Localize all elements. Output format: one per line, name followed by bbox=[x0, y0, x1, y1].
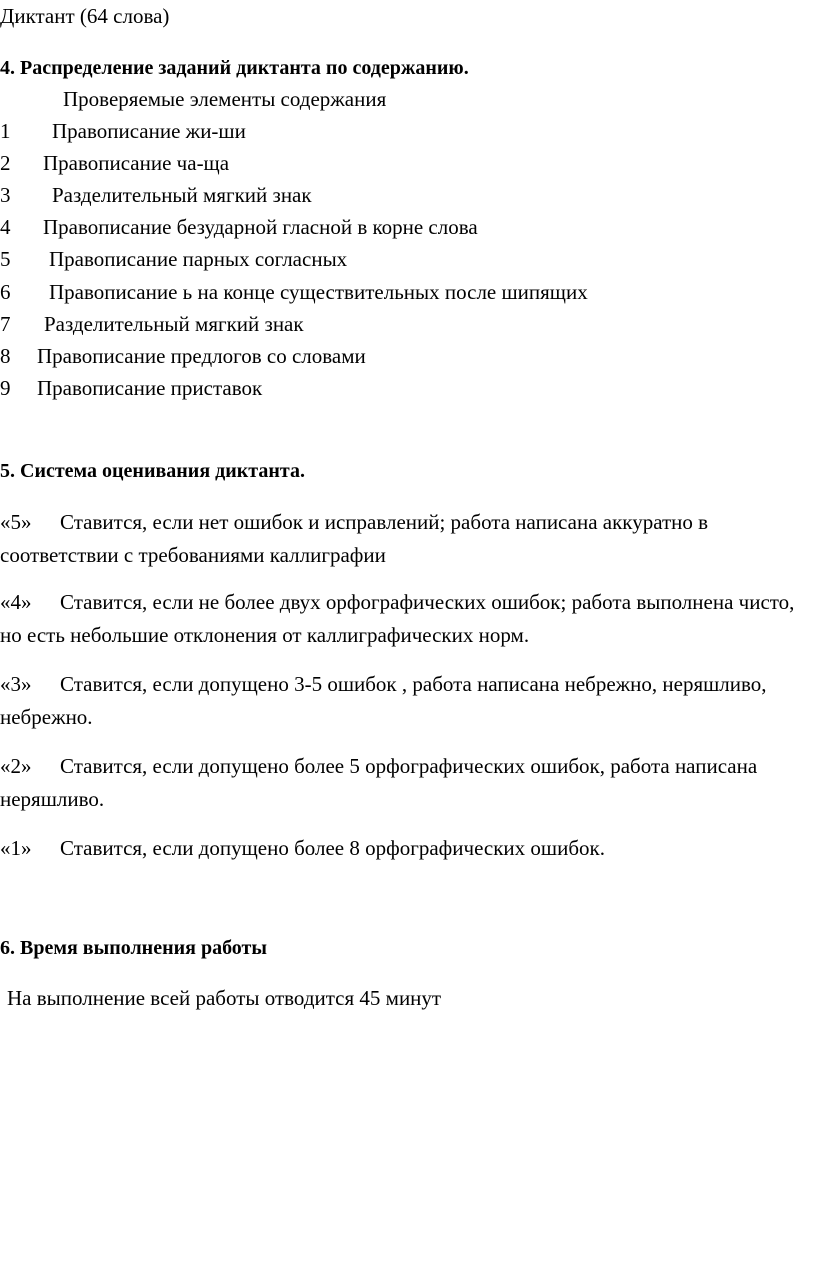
section6-heading: 6. Время выполнения работы bbox=[0, 937, 267, 959]
list-item-number: 9 bbox=[0, 376, 11, 400]
grade-mark: «5» bbox=[0, 510, 32, 534]
list-item-text: Правописание приставок bbox=[37, 376, 263, 400]
list-item-number: 8 bbox=[0, 344, 11, 368]
list-item-number: 2 bbox=[0, 151, 11, 175]
grade-mark: «4» bbox=[0, 590, 32, 614]
grade-criterion bbox=[0, 506, 816, 572]
dictation-title: Диктант (64 слова) bbox=[0, 4, 170, 28]
section5-heading: 5. Система оценивания диктанта. bbox=[0, 460, 305, 482]
content-table-header: Проверяемые элементы содержания bbox=[63, 87, 387, 111]
list-item-text: Правописание парных согласных bbox=[49, 247, 348, 271]
list-item-number: 4 bbox=[0, 215, 11, 239]
list-item-text: Разделительный мягкий знак bbox=[44, 312, 304, 336]
list-item-text: Правописание ь на конце существительных после шипящих bbox=[49, 280, 588, 304]
section4-heading: 4. Распределение заданий диктанта по содержанию. bbox=[0, 57, 469, 79]
list-item-number: 1 bbox=[0, 119, 11, 143]
time-allotted-text: На выполнение всей работы отводится 45 минут bbox=[7, 986, 442, 1010]
grade-description: Ставится, если допущено 3-5 ошибок , работа написана небрежно, неряшливо, небрежно. bbox=[0, 672, 767, 729]
grade-criterion bbox=[0, 586, 816, 652]
grade-description: Ставится, если нет ошибок и исправлений; работа написана аккуратно в соответствии с требованиями каллиграфии bbox=[0, 510, 709, 567]
list-item-text: Правописание безударной гласной в корне слова bbox=[43, 215, 478, 239]
list-item-number: 5 bbox=[0, 247, 11, 271]
list-item-text: Правописание ча-ща bbox=[43, 151, 230, 175]
list-item-number: 7 bbox=[0, 312, 11, 336]
grade-criterion bbox=[0, 832, 816, 865]
grade-mark: «3» bbox=[0, 672, 32, 696]
list-item-text: Правописание предлогов со словами bbox=[37, 344, 366, 368]
list-item-number: 6 bbox=[0, 280, 11, 304]
grade-description: Ставится, если допущено более 8 орфографических ошибок. bbox=[60, 836, 605, 860]
grade-description: Ставится, если допущено более 5 орфографических ошибок, работа написана неряшливо. bbox=[0, 754, 758, 811]
grade-mark: «1» bbox=[0, 836, 32, 860]
list-item-text: Разделительный мягкий знак bbox=[52, 183, 312, 207]
grade-mark: «2» bbox=[0, 754, 32, 778]
grade-criterion bbox=[0, 668, 816, 734]
list-item-number: 3 bbox=[0, 183, 11, 207]
grade-description: Ставится, если не более двух орфографических ошибок; работа выполнена чисто, но есть небольшие отклонения от каллиграфических норм. bbox=[0, 590, 795, 647]
list-item-text: Правописание жи-ши bbox=[52, 119, 246, 143]
grade-criterion bbox=[0, 750, 816, 816]
